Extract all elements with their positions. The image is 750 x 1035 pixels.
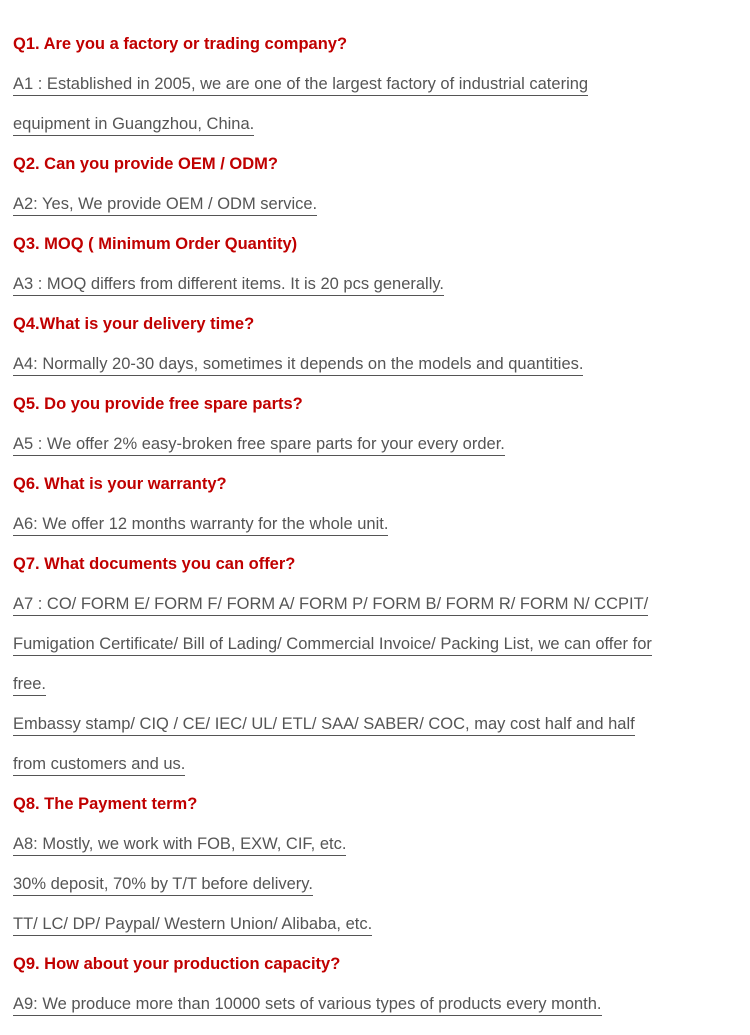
question-3: Q3. MOQ ( Minimum Order Quantity)	[13, 235, 298, 253]
answer-7-line-5: from customers and us.	[13, 744, 728, 784]
answer-7-line-3: free.	[13, 664, 728, 704]
question-7: Q7. What documents you can offer?	[13, 555, 296, 573]
question-6: Q6. What is your warranty?	[13, 475, 227, 493]
question-1: Q1. Are you a factory or trading company?	[13, 35, 348, 53]
question-2: Q2. Can you provide OEM / ODM?	[13, 155, 278, 173]
answer-8-line-1: A8: Mostly, we work with FOB, EXW, CIF, etc.	[13, 824, 728, 864]
answer-2-line-1: A2: Yes, We provide OEM / ODM service.	[13, 184, 728, 224]
answer-7-line-2: Fumigation Certificate/ Bill of Lading/ Commercial Invoice/ Packing List, we can offer for	[13, 624, 728, 664]
question-5: Q5. Do you provide free spare parts?	[13, 395, 303, 413]
answer-1-line-1: A1 : Established in 2005, we are one of the largest factory of industrial catering	[13, 64, 728, 104]
answer-8-line-2: 30% deposit, 70% by T/T before delivery.	[13, 864, 728, 904]
answer-1-line-2: equipment in Guangzhou, China.	[13, 104, 728, 144]
faq-list	[13, 24, 728, 1024]
answer-3-line-1: A3 : MOQ differs from different items. It is 20 pcs generally.	[13, 264, 728, 304]
answer-7-line-4: Embassy stamp/ CIQ / CE/ IEC/ UL/ ETL/ SAA/ SABER/ COC, may cost half and half	[13, 704, 728, 744]
question-8: Q8. The Payment term?	[13, 795, 198, 813]
question-9: Q9. How about your production capacity?	[13, 955, 341, 973]
question-4: Q4.What is your delivery time?	[13, 315, 255, 333]
answer-7-line-1: A7 : CO/ FORM E/ FORM F/ FORM A/ FORM P/ FORM B/ FORM R/ FORM N/ CCPIT/	[13, 584, 728, 624]
answer-4-line-1: A4: Normally 20-30 days, sometimes it depends on the models and quantities.	[13, 344, 728, 384]
answer-8-line-3: TT/ LC/ DP/ Paypal/ Western Union/ Alibaba, etc.	[13, 904, 728, 944]
answer-9-line-1: A9: We produce more than 10000 sets of various types of products every month.	[13, 984, 728, 1024]
answer-6-line-1: A6: We offer 12 months warranty for the whole unit.	[13, 504, 728, 544]
answer-5-line-1: A5 : We offer 2% easy-broken free spare parts for your every order.	[13, 424, 728, 464]
